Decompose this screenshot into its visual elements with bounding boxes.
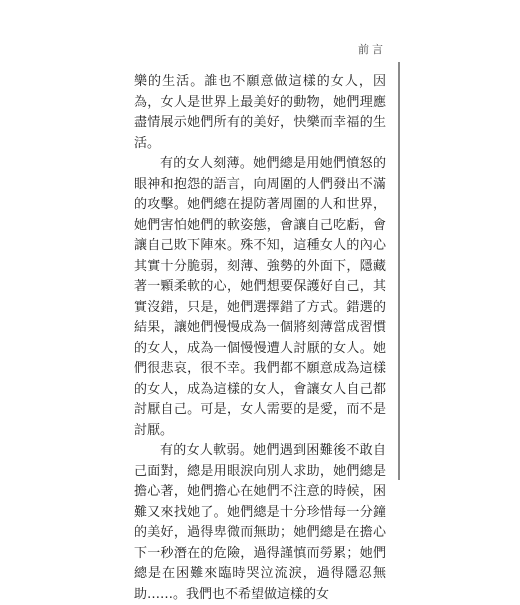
running-head: 前言 — [358, 43, 386, 56]
paragraph-2: 有的女人刻薄。她們總是用她們憤怒的眼神和抱怨的語言，向周圍的人們發出不滿的攻擊。她們總在提防著周圍的人和世界，她們害怕她們的軟姿態，會讓自己吃虧，會讓自己敗下陣來。殊不知，這種女人的內心其實十分脆弱，刻薄、強勢的外面下，隱藏著一顆柔軟的心，她們想要保護好自己，其實沒錯，只是，她們選擇錯了方式。錯選的結果，讓她們慢慢成為一個將刻薄當成習慣的女人，成為一個慢慢遭人討厭的女人。她們很悲哀，很不幸。我們都不願意成為這樣的女人，成為這樣的女人，會讓女人自己都討厭自己。可是，女人需要的是愛，而不是討厭。 — [134, 156, 386, 438]
paragraph-1: 樂的生活。誰也不願意做這樣的女人，因為，女人是世界上最美好的動物，她們理應盡情展示她們所有的美好，快樂而幸福的生活。 — [134, 74, 386, 151]
body-text — [134, 72, 386, 605]
paragraph-3: 有的女人軟弱。她們遇到困難後不敢自己面對，總是用眼淚向別人求助，她們總是擔心著，她們擔心在她們不注意的時候，困難又來找她了。她們總是十分珍惜每一分鐘的美好，過得卑微而無助；她們總是在擔心下一秒潛在的危險，過得謹慎而勞累；她們總是在困難來臨時哭泣流淚，過得隱忍無助……。我們也不希望做這樣的女 — [134, 443, 386, 602]
page-edge-rule — [398, 62, 400, 480]
